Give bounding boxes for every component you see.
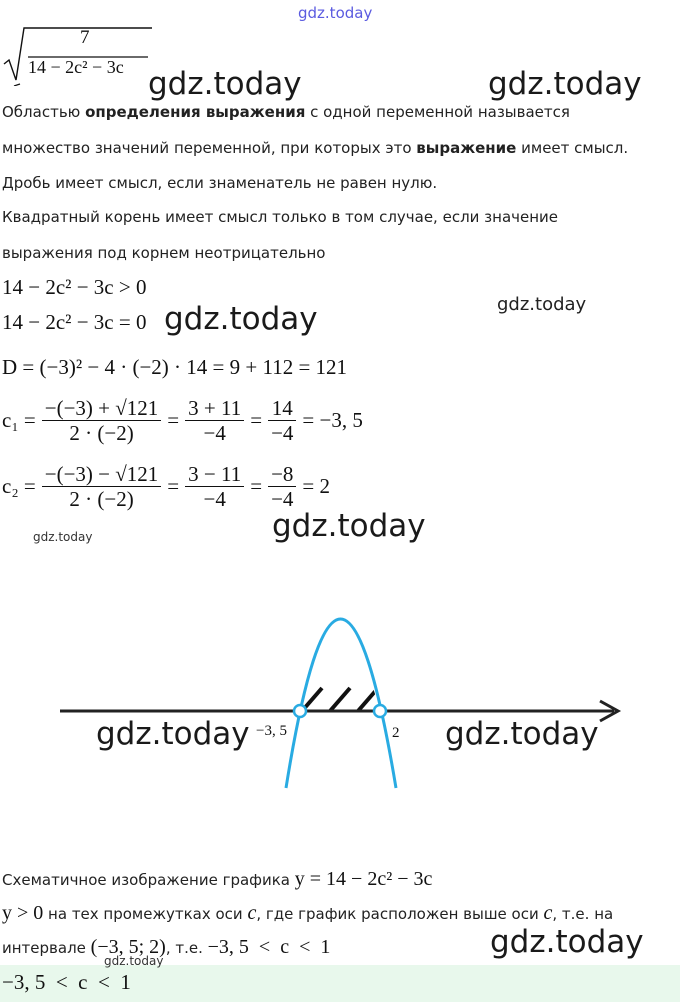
fraction-numerator: −(−3) + √121 <box>42 396 162 421</box>
paragraph-definition-line1 <box>2 103 570 121</box>
conclusion-line3 <box>2 936 330 959</box>
fraction <box>185 396 244 445</box>
root-c2-result: = 2 <box>302 474 330 498</box>
watermark: gdz.today <box>148 66 302 102</box>
expression-denominator: 14 − 2c² − 3c <box>28 57 124 77</box>
positive-region-hatching <box>302 688 378 711</box>
watermark: gdz.today <box>104 954 164 968</box>
fraction-numerator: 14 <box>268 396 296 421</box>
text-run: Областью <box>2 103 86 121</box>
equation: 14 − 2c² − 3c = 0 <box>2 310 147 334</box>
parabola-curve <box>286 619 396 788</box>
root-label-right: 2 <box>392 725 400 741</box>
text-run: с одной переменной называется <box>305 103 570 121</box>
watermark: gdz.today <box>445 716 599 752</box>
inequality-inline: −3, 5 < c < 1 <box>207 936 331 958</box>
root-c1-label: c₁ = <box>2 408 36 432</box>
inequality: 14 − 2c² − 3c > 0 <box>2 275 147 299</box>
text-run: имеет смысл. <box>516 139 629 157</box>
text-run: интервале <box>2 939 91 957</box>
root-c1-result: = −3, 5 <box>302 408 363 432</box>
parabola-sketch <box>0 600 680 800</box>
fraction-numerator: 3 − 11 <box>185 462 244 487</box>
fraction-denominator: −4 <box>271 487 294 511</box>
watermark: gdz.today <box>488 66 642 102</box>
watermark-top: gdz.today <box>298 4 373 22</box>
conclusion-line2 <box>2 902 613 925</box>
fraction <box>268 462 296 511</box>
discriminant: D = (−3)² − 4 · (−2) · 14 = 9 + 112 = 121 <box>2 355 348 379</box>
text-run: , т.е. <box>165 939 208 957</box>
interval: (−3, 5; 2) <box>90 936 166 958</box>
root-point-right <box>374 705 386 717</box>
root-c2-label: c₂ = <box>2 474 36 498</box>
root-c1 <box>2 396 363 445</box>
math-inline: c <box>543 902 553 924</box>
fraction-numerator: −8 <box>268 462 296 487</box>
watermark: gdz.today <box>96 716 250 752</box>
conclusion-line1 <box>2 868 432 891</box>
expression-numerator: 7 <box>80 27 90 48</box>
root-point-left <box>294 705 306 717</box>
fraction <box>185 462 244 511</box>
equals: = <box>250 408 263 432</box>
bold-term: выражение <box>416 139 517 157</box>
fraction-denominator: −4 <box>203 487 226 511</box>
math-inline: y > 0 <box>2 902 44 924</box>
watermark: gdz.today <box>490 924 644 960</box>
watermark: gdz.today <box>164 301 318 337</box>
text-run: множество значений переменной, при которых это <box>2 139 417 157</box>
paragraph-root-rule-line2: выражения под корнем неотрицательно <box>2 244 326 262</box>
paragraph-definition-line2 <box>2 139 628 157</box>
fraction <box>268 396 296 445</box>
fraction <box>42 462 162 511</box>
fraction-numerator: −(−3) − √121 <box>42 462 162 487</box>
fraction-denominator: −4 <box>271 421 294 445</box>
paragraph-fraction-rule: Дробь имеет смысл, если знаменатель не равен нулю. <box>2 174 438 192</box>
watermark: gdz.today <box>272 508 426 544</box>
fraction-denominator: 2 · (−2) <box>69 487 134 511</box>
fraction <box>42 396 162 445</box>
fraction-numerator: 3 + 11 <box>185 396 244 421</box>
watermark: gdz.today <box>497 294 587 315</box>
fraction-denominator: 2 · (−2) <box>69 421 134 445</box>
text-run: Схематичное изображение графика <box>2 871 295 889</box>
text-run: , т.е. на <box>552 905 614 923</box>
math-inline: c <box>247 902 257 924</box>
equals: = <box>167 474 180 498</box>
final-answer: −3, 5 < c < 1 <box>2 970 131 994</box>
paragraph-root-rule-line1: Квадратный корень имеет смысл только в том случае, если значение <box>2 208 559 226</box>
text-run: , где график расположен выше оси <box>256 905 544 923</box>
root-label-left: −3, 5 <box>256 723 287 739</box>
fraction-denominator: −4 <box>203 421 226 445</box>
root-c2 <box>2 462 330 511</box>
text-run: на тех промежутках оси <box>43 905 248 923</box>
watermark: gdz.today <box>33 530 93 544</box>
equals: = <box>250 474 263 498</box>
bold-term: определения выражения <box>85 103 306 121</box>
equals: = <box>167 408 180 432</box>
function-formula: y = 14 − 2c² − 3c <box>294 868 433 890</box>
